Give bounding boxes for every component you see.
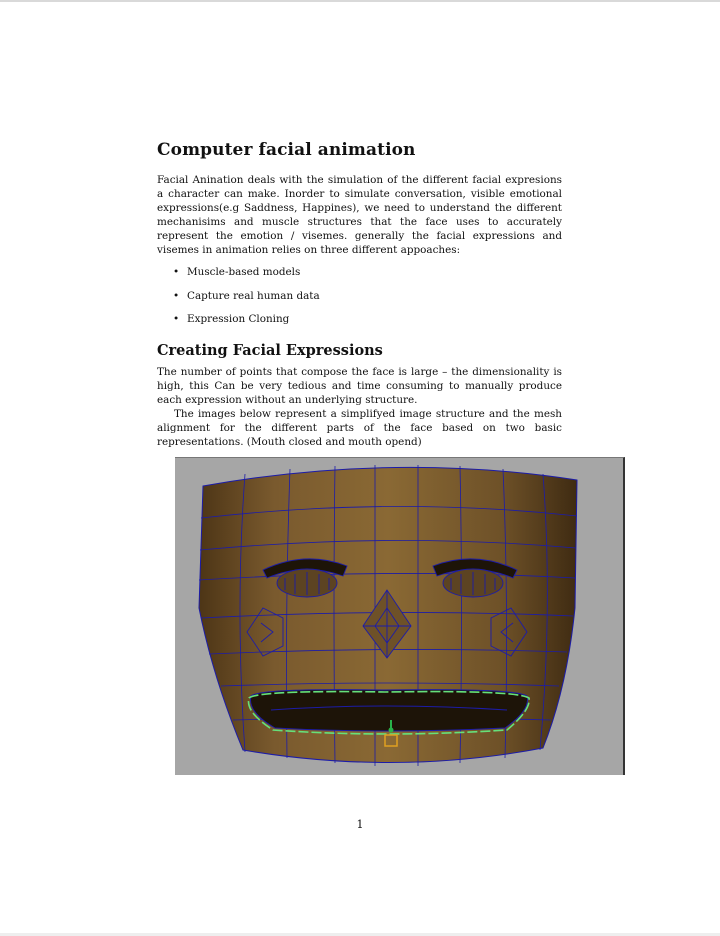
face-mesh-image: [175, 457, 625, 775]
section-paragraph: Facial Anination deals with the simulation of the different facial expresions a character can make. Inorder to simulate conversation, visible emotional expressions(e.g Saddness, Happines), we need to understand the different mechanisims and muscle structures that the face uses to accurately represent the emotion / visemes. generally the facial expressions and visemes in animation relies on three different appoaches:: [157, 174, 562, 256]
subsection-paragraph: The number of points that compose the face is large – the dimensionality is high, this Can be very tedious and time consuming to manually produce each expression without an underlying structure.: [157, 366, 562, 406]
page-number: 1: [356, 818, 364, 831]
approach-list: [157, 265, 562, 326]
bullet-icon: •: [173, 289, 180, 302]
subsection-title: Creating Facial Expressions: [157, 342, 383, 359]
section-title: Computer facial animation: [157, 140, 416, 160]
face-mesh-drawing: [175, 458, 621, 774]
bullet-icon: •: [173, 266, 180, 278]
document-page: [157, 140, 562, 449]
bullet-icon: •: [173, 313, 180, 325]
list-item: • Capture real human data: [173, 289, 320, 302]
list-item: • Muscle-based models: [173, 266, 301, 278]
subsection-paragraph: The images below represent a simplifyed image structure and the mesh alignment for the different parts of the face based on two basic representations. (Mouth closed and mouth opend): [157, 408, 562, 448]
top-divider: [0, 0, 720, 2]
list-item: • Expression Cloning: [173, 313, 290, 325]
